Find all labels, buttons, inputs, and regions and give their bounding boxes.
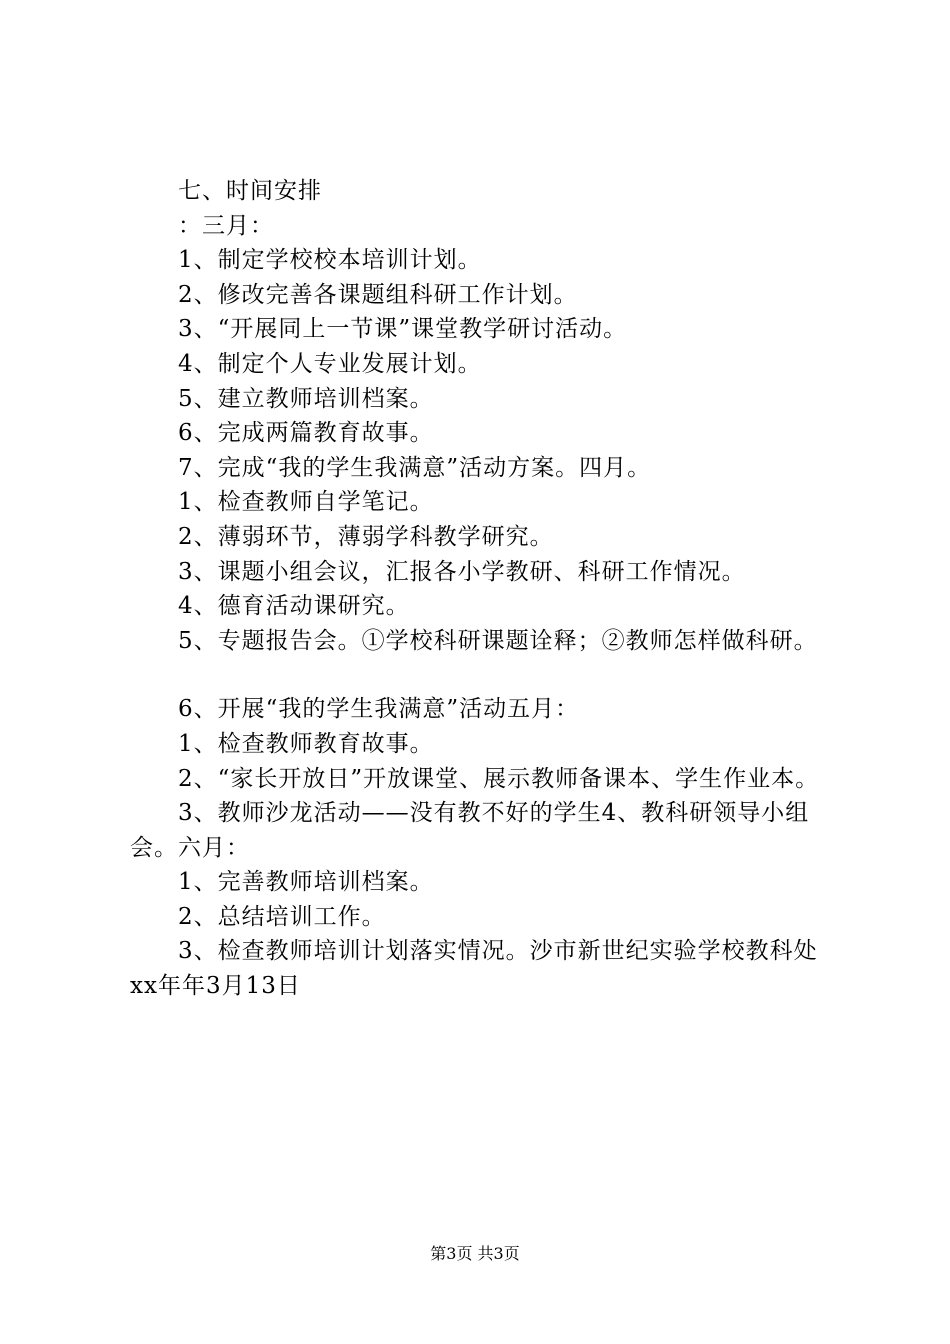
may-item-1: 1、检查教师教育故事。 bbox=[178, 730, 434, 757]
paragraph-gap bbox=[130, 658, 830, 692]
march-item-3: 3、“开展同上一节课”课堂教学研讨活动。 bbox=[178, 316, 628, 343]
march-item-1: 1、制定学校校本培训计划。 bbox=[178, 247, 482, 274]
march-item-5: 5、建立教师培训档案。 bbox=[178, 385, 434, 412]
may-line: 6、开展“我的学生我满意”活动五月： bbox=[178, 696, 580, 723]
march-item-2: 2、修改完善各课题组科研工作计划。 bbox=[178, 281, 578, 308]
june-item-2: 2、总结培训工作。 bbox=[178, 903, 386, 930]
may-item-3: 3、教师沙龙活动——没有教不好的学生4、教科研领导小组会。六月： bbox=[130, 800, 810, 861]
june-item-3: 3、检查教师培训计划落实情况。沙市新世纪实验学校教科处xx年年3月13日 bbox=[130, 938, 818, 1000]
march-header: ：三月： bbox=[178, 212, 274, 239]
march-item-7: 7、完成“我的学生我满意”活动方案。四月。 bbox=[178, 454, 652, 481]
may-item-2: 2、“家长开放日”开放课堂、展示教师备课本、学生作业本。 bbox=[178, 765, 820, 792]
march-item-4: 4、制定个人专业发展计划。 bbox=[178, 350, 482, 377]
document-body bbox=[130, 174, 830, 1004]
april-item-4: 4、德育活动课研究。 bbox=[178, 593, 410, 620]
april-item-5: 5、专题报告会。①学校科研课题诠释；②教师怎样做科研。 bbox=[178, 627, 818, 654]
march-item-6: 6、完成两篇教育故事。 bbox=[178, 420, 434, 447]
june-item-1: 1、完善教师培训档案。 bbox=[178, 869, 434, 896]
page-footer: 第3页 共3页 bbox=[430, 1244, 520, 1263]
section-heading: 七、时间安排 bbox=[178, 178, 322, 204]
april-item-3: 3、课题小组会议，汇报各小学教研、科研工作情况。 bbox=[178, 558, 746, 585]
april-item-1: 1、检查教师自学笔记。 bbox=[178, 489, 434, 516]
april-item-2: 2、薄弱环节，薄弱学科教学研究。 bbox=[178, 523, 554, 550]
